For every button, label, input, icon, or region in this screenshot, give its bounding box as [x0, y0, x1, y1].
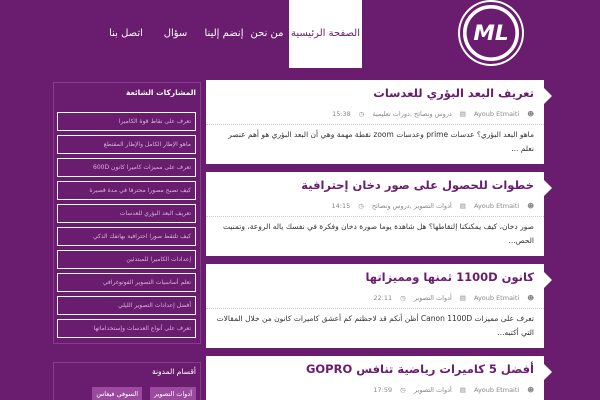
post-meta: [214, 200, 534, 212]
folder-icon: ▤: [459, 294, 466, 302]
nav-contact[interactable]: اتصل بنا: [109, 28, 143, 39]
post-title[interactable]: أفضل 5 كاميرات رياضية تنافس GOPRO: [305, 362, 534, 376]
post-author[interactable]: Ayoub Etmaiti: [473, 294, 520, 302]
post-meta: [214, 292, 534, 304]
nav-about[interactable]: من نحن: [250, 28, 284, 39]
post-author[interactable]: Ayoub Etmaiti: [473, 202, 520, 210]
clock-icon: ◷: [400, 386, 406, 394]
post-time: 15:38: [332, 110, 351, 118]
post-card: [206, 264, 544, 348]
post-title[interactable]: كانون 1100D ثمنها ومميزاتها: [365, 270, 534, 284]
clock-icon: ◷: [358, 110, 365, 118]
popular-post-link[interactable]: إعدادات الكاميرا للمبتدئين: [57, 250, 196, 269]
nav-join[interactable]: إنضم إلينا: [204, 28, 244, 39]
post-category[interactable]: أدوات التصوير: [413, 386, 452, 394]
nav-home[interactable]: الصفحة الرئيسية: [289, 0, 362, 68]
popular-post-link[interactable]: تعرف على نقاط قوة الكاميرا: [57, 112, 196, 131]
post-time: 22:11: [373, 294, 393, 302]
main-nav: [0, 0, 600, 68]
post-category[interactable]: دروس ونصائح ,دورات تعليمية: [372, 110, 452, 118]
category-tag[interactable]: أدوات التصوير: [150, 387, 196, 400]
post-meta: [214, 108, 534, 120]
post-time: 14:15: [331, 202, 351, 210]
clock-icon: ◷: [358, 202, 364, 210]
nav-qa[interactable]: سؤال: [163, 28, 188, 39]
svg-text:ML: ML: [473, 21, 509, 47]
widget-title: المشاركات الشائعة: [126, 88, 196, 97]
popular-post-link[interactable]: كيف تصبح مصورا محترفا في مدة قصيرة: [57, 181, 196, 200]
divider: [206, 216, 544, 217]
post-excerpt: صور دخان، كيف يمكنكنا إلتقاطها؟ هل شاهدة يوما صورة دخان وفكرة في نفسك ياله الروعة، وتمنيت الحص...: [223, 222, 534, 245]
popular-post-link[interactable]: تعريف البعد البؤري للعدسات: [57, 204, 196, 223]
popular-post-link[interactable]: أفضل إعدادات التصوير الليلي: [57, 296, 196, 315]
widget-title: أقسام المدونة: [151, 367, 196, 376]
header: [0, 0, 600, 68]
post-excerpt: ماهو البعد البؤري؟ عدسات prime وعدسات zoom نقطة مهمة وهي أن البعد البؤري هو أهم عنصر نعلم ...: [228, 130, 534, 153]
popular-post-link[interactable]: ماهو الإطار الكامل والإطار المقتطع: [57, 135, 196, 154]
post-author[interactable]: Ayoub Etmaiti: [473, 110, 520, 118]
post-card: [206, 356, 544, 400]
clock-icon: ◷: [400, 294, 406, 302]
author-icon: ☻: [527, 202, 534, 210]
post-excerpt: تعرف على مميزات Canon 1100D أظن أنكم قد لاحظتم كم أعشق كاميرات كانون من خلال المقالات التي أكتبه...: [216, 314, 534, 337]
divider: [206, 124, 544, 125]
divider: [206, 308, 544, 309]
folder-icon: ▤: [459, 386, 466, 394]
popular-posts-list: [57, 112, 196, 342]
popular-post-link[interactable]: كيف تلتقط صورا احترافية بهاتفك الذكي: [57, 227, 196, 246]
post-category[interactable]: أدوات التصوير ,دروس ونصائح: [371, 202, 452, 210]
author-icon: ☻: [527, 110, 534, 118]
post-title[interactable]: تعريف البعد البؤري للعدسات: [373, 86, 534, 100]
popular-post-link[interactable]: تعلم أساسيات التصوير الفوتوغرافي: [57, 273, 196, 292]
folder-icon: ▤: [459, 202, 466, 210]
popular-post-link[interactable]: تعرف على أنواع العدسات وإستخداماتها: [57, 319, 196, 338]
post-category[interactable]: أدوات التصوير: [413, 294, 452, 302]
post-card: [206, 172, 544, 256]
category-tag[interactable]: السوفي فيغاس: [92, 387, 142, 400]
categories-widget: [53, 362, 201, 400]
popular-posts-widget: [53, 82, 201, 344]
folder-icon: ▤: [459, 110, 466, 118]
post-card: [206, 80, 544, 164]
author-icon: ☻: [527, 386, 534, 394]
post-time: 17:59: [373, 386, 393, 394]
popular-post-link[interactable]: تعرف على مميزات كاميرا كانون 600D: [57, 158, 196, 177]
post-title[interactable]: خطوات للحصول على صور دخان إحترافية: [301, 178, 534, 192]
post-author[interactable]: Ayoub Etmaiti: [473, 386, 520, 394]
author-icon: ☻: [527, 294, 534, 302]
post-meta: [214, 384, 534, 396]
